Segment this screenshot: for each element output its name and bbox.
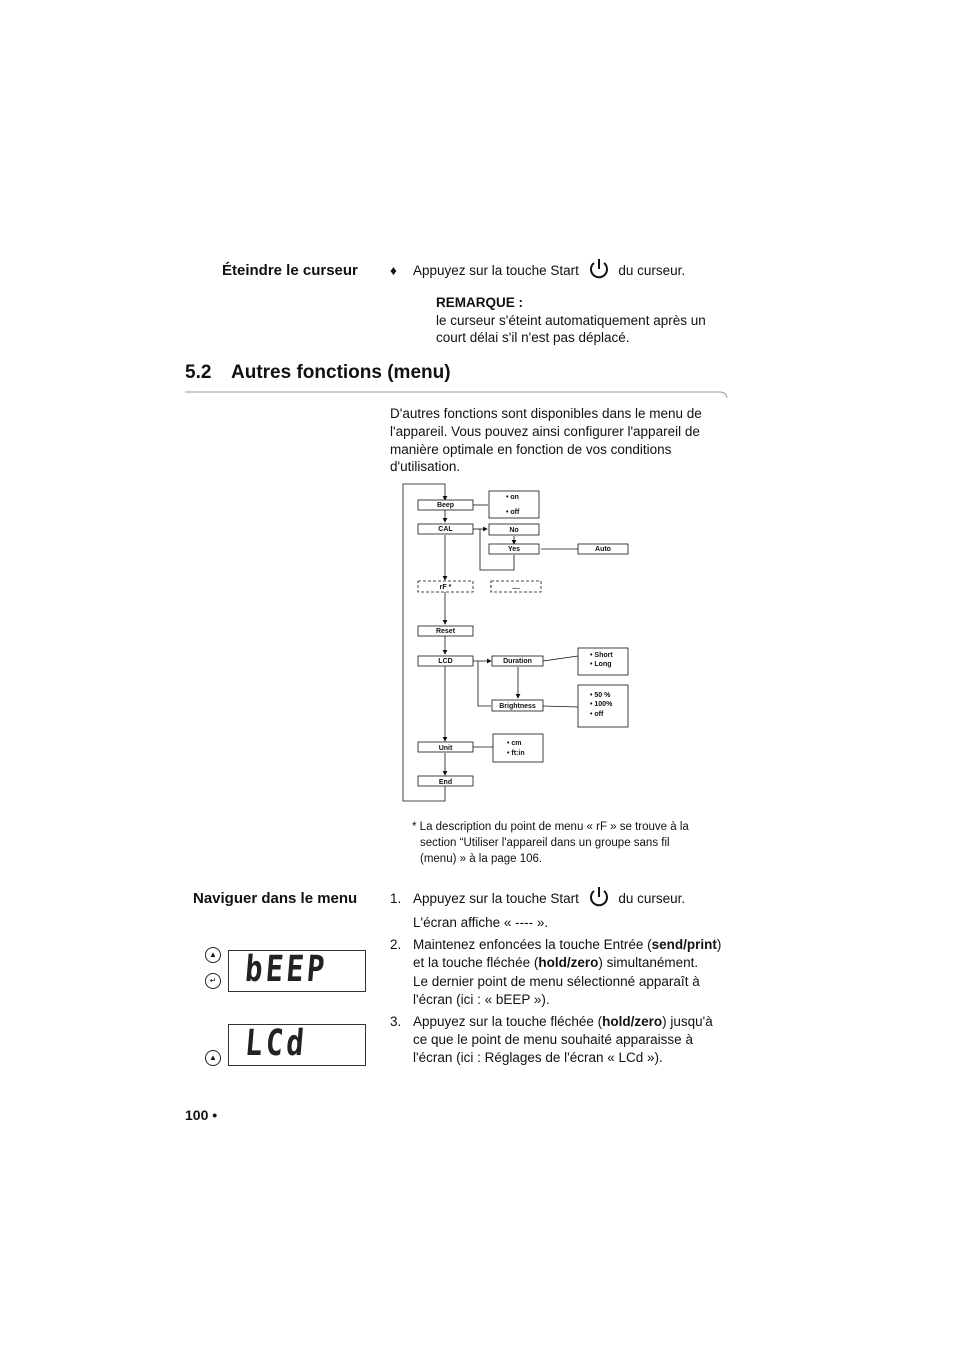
up-key-icon: ▲ — [205, 1050, 221, 1066]
lcd-lcd-text: LCd — [243, 1023, 309, 1064]
heading-navigate: Naviguer dans le menu — [193, 890, 358, 907]
up-key-icon: ▲ — [205, 947, 221, 963]
step-2-line-4: l'écran (ici : « bEEP »). — [413, 992, 550, 1007]
intro-line-3: manière optimale en fonction de vos conditions — [390, 442, 672, 457]
footnote-line-1: * La description du point de menu « rF » se trouve à la — [412, 821, 689, 833]
menu-diagram — [398, 480, 638, 810]
note-title: REMARQUE : — [436, 295, 523, 310]
note-line-1: le curseur s'éteint automatiquement après un — [436, 313, 706, 328]
note-line-2: court délai s'il n'est pas déplacé. — [436, 330, 630, 345]
node-cal-no: No — [509, 527, 519, 534]
node-reset: Reset — [435, 628, 456, 635]
node-rf: rF * — [439, 584, 452, 591]
send-print-key-label: send/print — [651, 937, 717, 952]
step-1-number: 1. — [390, 891, 402, 906]
node-cal-yes: Yes — [507, 546, 521, 553]
step-2-line-3: Le dernier point de menu sélectionné apparaît à — [413, 974, 700, 989]
step-2-line-1 — [413, 936, 721, 954]
intro-line-2: l'appareil. Vous pouvez ainsi configurer l'appareil de — [390, 424, 700, 439]
hold-zero-key-label: hold/zero — [602, 1014, 663, 1029]
node-rf-sub: .... — [512, 584, 520, 591]
step-1-line-1 — [413, 890, 685, 909]
intro-line-4: d'utilisation. — [390, 459, 461, 474]
turn-off-instruction — [413, 262, 685, 281]
section-title: Autres fonctions (menu) — [231, 362, 451, 383]
step-2-line-2 — [413, 954, 698, 972]
footnote-line-2: section “Utiliser l'appareil dans un groupe sans fil — [420, 837, 670, 849]
node-end: End — [438, 779, 453, 786]
step-3-line-2: ce que le point de menu souhaité apparaisse à — [413, 1032, 693, 1047]
step-1-text-after: du curseur. — [618, 891, 686, 907]
step-3-line-1 — [413, 1013, 713, 1031]
step-2-text-c: ) — [716, 937, 722, 952]
step-3-line-3: l'écran (ici : Réglages de l'écran « LCd »). — [413, 1050, 663, 1065]
node-cal-auto: Auto — [595, 546, 611, 553]
turn-off-text-after: du curseur. — [618, 263, 686, 279]
node-bright-off: • off — [590, 711, 604, 718]
enter-key-icon: ↵ — [205, 973, 221, 989]
node-duration-long: • Long — [590, 661, 612, 668]
node-brightness: Brightness — [499, 703, 536, 710]
step-2-number: 2. — [390, 937, 402, 952]
step-3-text-a: Appuyez sur la touche fléchée ( — [413, 1014, 603, 1029]
node-beep-off: • off — [506, 509, 520, 516]
step-3-number: 3. — [390, 1014, 402, 1029]
power-icon — [587, 885, 611, 909]
lcd-display-lcd — [228, 1024, 366, 1066]
node-cal: CAL — [438, 526, 453, 533]
node-duration: Duration — [503, 658, 532, 665]
lcd-beep-text: bEEP — [243, 949, 330, 990]
node-unit: Unit — [438, 745, 453, 752]
heading-turn-off: Éteindre le curseur — [222, 262, 358, 279]
section-rule — [185, 388, 730, 400]
node-beep: Beep — [436, 502, 455, 509]
step-1-text-before: Appuyez sur la touche Start — [413, 891, 579, 907]
step-2-text-a: Maintenez enfoncées la touche Entrée ( — [413, 937, 652, 952]
footnote-line-3: (menu) » à la page 106. — [420, 853, 543, 865]
step-1-line-2: L'écran affiche « ---- ». — [413, 915, 549, 930]
section-number: 5.2 — [185, 362, 212, 383]
step-3-text-c: ) jusqu'à — [662, 1014, 713, 1029]
node-lcd: LCD — [438, 658, 453, 665]
turn-off-text-before: Appuyez sur la touche Start — [413, 263, 579, 279]
lcd-display-beep — [228, 950, 366, 992]
step-2-text-f: ) simultanément. — [598, 955, 699, 970]
bullet: ♦ — [390, 263, 397, 278]
node-bright-50: • 50 % — [590, 692, 611, 699]
node-unit-cm: • cm — [507, 740, 522, 747]
power-icon — [587, 257, 611, 281]
hold-zero-key-label: hold/zero — [538, 955, 599, 970]
intro-line-1: D'autres fonctions sont disponibles dans le menu de — [390, 406, 702, 421]
page-number: 100 • — [185, 1107, 218, 1123]
node-duration-short: • Short — [590, 652, 613, 659]
node-bright-100: • 100% — [590, 701, 613, 708]
node-beep-on: • on — [506, 494, 519, 501]
node-unit-ftin: • ft:in — [507, 750, 525, 757]
step-2-text-d: et la touche fléchée ( — [413, 955, 539, 970]
